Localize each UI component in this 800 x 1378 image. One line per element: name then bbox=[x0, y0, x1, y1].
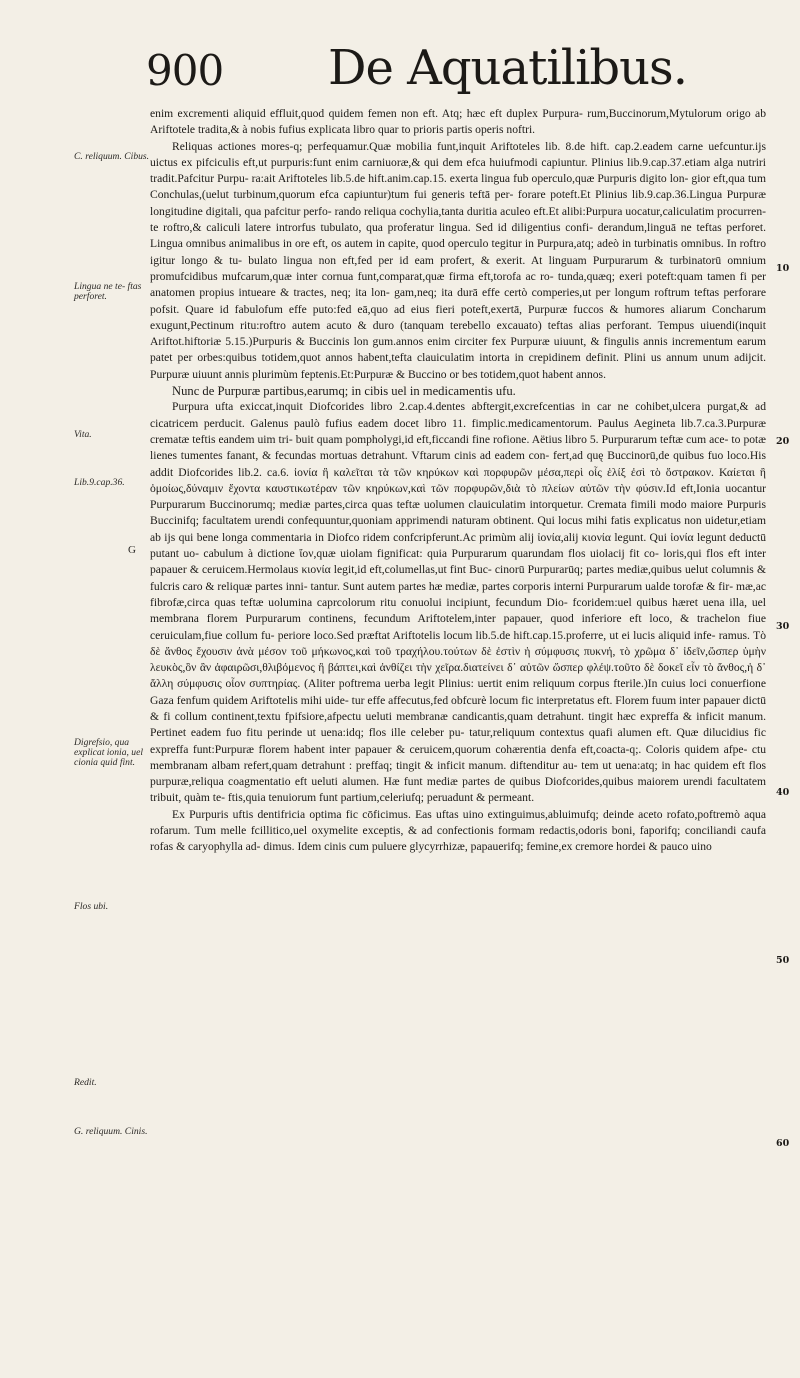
paragraph: Ex Purpuris uftis dentifricia optima fic cōficimus. Eas uftas uino extinguimus,abluimufq; deinde aceto rofato,poftremò aqua rofarum. Tum melle fcillitico,uel oxymelite exceptis, & ad confectionis formam redactis,odoris boni, faporifq; conciliandi caufa rofas & caryophylla ad‑ dimus. Idem cinis cum puluere glycyrrhizæ, papauerifq; femine,ex cremore hordei & pauco uino bbox=[150, 807, 766, 854]
paragraph: enim excrementi aliquid effluit,quod quidem femen non eft. Atq; hæc eft duplex Purpura‑ rum,Buccinorum,Mytulorum origo ab Ariftotele tradita,& à nobis fufius explicata libro quar to prioris partis operis noftri. bbox=[150, 107, 766, 137]
margin-note: Redit. bbox=[74, 1077, 97, 1088]
margin-note: Flos ubi. bbox=[74, 901, 109, 912]
line-number: 40 bbox=[776, 787, 790, 798]
paragraph: Reliquas actiones mores‑q; perfequamur.Quæ mobilia funt,inquit Ariftoteles lib. 8.de hift. cap.2.eadem carne uefcuntur.ijs uictus ex pifciculis eft,ut purpuris:funt enim carniuoræ,& qui dem efca huiufmodi capiuntur. Plinius lib.9.cap.37.etiam alga nutriri tradit.Pafcitur Purpu‑ ra:ait Ariftoteles lib.5.de hift.anim.cap.15. exerta lingua fub operculo,quæ Purpuris digito lon‑ gior eft,qua tum Conchulas,(uelut turbinum,quorum efca capiuntur)tum fui generis teftā per‑ forare poteft.Et Plinius lib.9.cap.36.Lingua Purpuræ longitudine digitali, qua pafcitur perfo‑ rando reliqua cochylia,tanta duritia aculeo eft.Et alibi:Purpura uocatur,caliculatim procurren‑ te roftro,& caliculi latere introrfus tubulato, qua proferatur lingua. Sed id diligentius confi‑ derandum,linguā ne teftas perforet. Lingua omnibus animalibus in ore eft, os autem in capite, quod operculo tegitur in Purpura,atq; adeò in turbinatis omnibus. In roftro igitur longo & tu‑ bulato lingua non eft,fed per id eam profert, & exerit. At linguam Purpurarum & turbinatorū omnium promufcidibus mufcarum,quæ inter cornua funt,comparat,quæ firma eft,torofa ac ro‑ tunda,quæq; exeri poteft:quam tamen fi per anatomen propius intueare & tractes, neq; ita lon‑ gam,neq; ita durā effe certò comperies,ut per longum roftrum teftas perforare pofsit. Quare id fabulofum effe puto:fed eā,quo ad eius fieri poteft,exertā, Purpuræ fuccos & humores aliarum Concharum exugunt,Pectinum ritu:roftro autem acuto & duro (tanquam terebello excauato) teftas alias perforant. Tempus uiuendi(inquit Ariftot.hiftoriæ 5.15.)Purpuris & Buccinis lon gum.annos enim circiter fex Purpuræ uiuunt, & fingulis annis incrementum earum patet per orbes:quibus totidem,quot annos habent,tefta clauiculatim intorta in crepidinem definit. Plini us annum unum adijcit. Purpuræ uiuunt annis plurimùm feptenis.Et:Purpuræ & Buccino or bes totidem,quot habent annos. bbox=[150, 139, 766, 381]
margin-note: C. reliquum. Cibus. bbox=[74, 151, 150, 162]
page-header bbox=[0, 40, 800, 102]
page-number: 900 bbox=[146, 46, 224, 95]
line-number: 50 bbox=[776, 955, 790, 966]
paragraph: Purpura ufta exiccat,inquit Diofcorides libro 2.cap.4.dentes abftergit,excrefcentias in car ne cohibet,ulcera purgat,& ad cicatricem perducit. Galenus paulò fufius eadem docet libro 11. fimplic.medicamentorum. Paulus Aegineta lib.7.ca.3.Purpuræ crematæ teftis eandem uim tri‑ buit quam pompholygi,id eft,ficcandi fine rofione. Aëtius libro 5. Purpurarum teftæ cum ace‑ to potæ lienes tumentes fanant, & fecundas mortuas detrahunt. Vftarum cinis ad eadem con‑ fert,ad quę Buccinorū,de quibus fuo loco.His addit Diofcorides lib.2. ca.6. ἰονία ἢ καλεῖται τὰ τῶν κηρύκων καὶ πορφυρῶν μέσα,περὶ οἷς ἑλίξ ἐσὶ τὸ ὄστρακον. Καίεται ἢ ὁμοίως,δύναμιν ἔχοντα καυστικωτέραν τῶν κηρύκων,καὶ τῶν πορφυρῶν,διὰ τὸ πλείων αὐτῶν τὴν φύσιν.Id eft,Ionia uocantur Purpurarum Buccinorumq; mediæ partes,circa quas teftæ uolumen clauiculatim intorquetur. Cremata fimili modo maiore Purpuris Buccinifq; facultatem urendi confequuntur,quoniam apprimendi naturam obtinent. Qui locus mihi fatis explicatus non uidetur,etiam ab ijs qui bene longa commentaria in Diofco ridem confcripferunt.Ac primùm alij ἰονία,alij κιονία legunt. Qui ἰονία legunt deductū putant uo‑ cabulum à dictione ἴον,quæ uiolam fignificat: quia Purpurarum quarundam flos uiolacij fit co‑ loris,qui flos eft inter papauer & ceruicem.Hermolaus κιονία legit,id eft,columellas,ut fint Buc‑ cinorū Purpurarūq; partes mediæ,quibus uelut columnis & fulcris caro & reliquæ partes inni‑ tantur. Sunt autem partes hæ mediæ, partes corporis interni Purpurarum ualde torofæ & fir‑ mæ,ac fibrofæ,circa quas teftæ uolumina caprcolorum ritu conuolui incipiunt, fecundum Dio‑ fcoridem:uel quibus hæret uena illa, uel membrana florem Purpurarum continens, fecundum Ariftotelem,inter papauer, quod inferiore eft loco, & trachelon fiue ceruiculam,fiue collum fu‑ periore loco.Sed præftat Ariftotelis locum lib.5.de hift.cap.15.proferre, ut ei lucis aliquid infe‑ ramus. Τὸ δὲ ἄνθος ἔχουσιν ἀνὰ μέσον τοῦ μήκωνος,καὶ τοῦ τραχήλου.τούτων δὲ ἐστὶν ἡ σύμφυσις πυκνή, τὸ χρῶμα δ᾿ ἰδεῖν,ὥσπερ ὑμὴν λευκὸς,ὃν ἂν ἀφαιρῶσι,θλιβόμενος ἢ βάπτει,καὶ ἀνθίζει τὴν χεῖρα.διατείνει δ᾿ αὐτῶν ὥσπερ φλέψ.τοῦτο δὲ δοκεῖ εἶν τὸ ἄνθος,ἡ δ᾿ ἄλλη σύμφυσις οἷον συπτηρίας. (Aliter poftrema uerba legit Plinius: uertit enim reliquum corpus fterile.)In cuius loci conuerfione Gaza fenfum quidem Ariftotelis mihi uide‑ tur effe affecutus,fed obfcurè locum fic interpretatus eft. Florem fuum inter papauer dictū & fi collum continent,textu fpifsiore,afpectu ueluti membranæ candicantis,quam detrahunt. tingit hæc expreffa & inficit manum. Pertinet eadem fuo fitu perinde ut uena:idq; flos ille celeber pu‑ tatur,reliquum contextus quafi alumen eft. Quæ dilucidius fic expreffa funt:Purpuræ florem habent inter papauer & ceruicem,quorum cohærentia denfa eft,coacta‑q;. Coloris quidem afpe‑ ctu membranam albam refert,quam detrahunt : preffaq; tingit & inficit manum. diftenditur au‑ tem ut uena:atq; in hac quidem eft flos purpuræ,reliqua coagmentatio eft ueluti alumen. Hæ funt mediæ partes de quibus Diofcorides,quibus maiorem urendi facultatem tribuit, quàm te‑ ftis,quia tenuiorum funt partium,celeriufq; peruadunt & permeant. bbox=[150, 400, 766, 805]
margin-note: Vita. bbox=[74, 429, 92, 440]
line-number: 30 bbox=[776, 621, 790, 632]
line-number: 10 bbox=[776, 263, 790, 274]
margin-note: G bbox=[128, 544, 136, 556]
margin-note: Lingua ne te‑ ftas perforet. bbox=[74, 281, 142, 302]
body-text bbox=[150, 106, 766, 856]
running-title: De Aquatilibus. bbox=[328, 40, 687, 96]
margin-note: Lib.9.cap.36. bbox=[74, 477, 125, 488]
margin-note: Digrefsio, qua explicat ionia, uel cionia quid fint. bbox=[74, 737, 144, 768]
section-heading: Nunc de Purpuræ partibus,earumq; in cibis uel in medicamentis ufu. bbox=[172, 384, 516, 399]
margin-note: G. reliquum. Cinis. bbox=[74, 1126, 148, 1137]
line-number: 60 bbox=[776, 1138, 790, 1149]
line-number: 20 bbox=[776, 436, 790, 447]
